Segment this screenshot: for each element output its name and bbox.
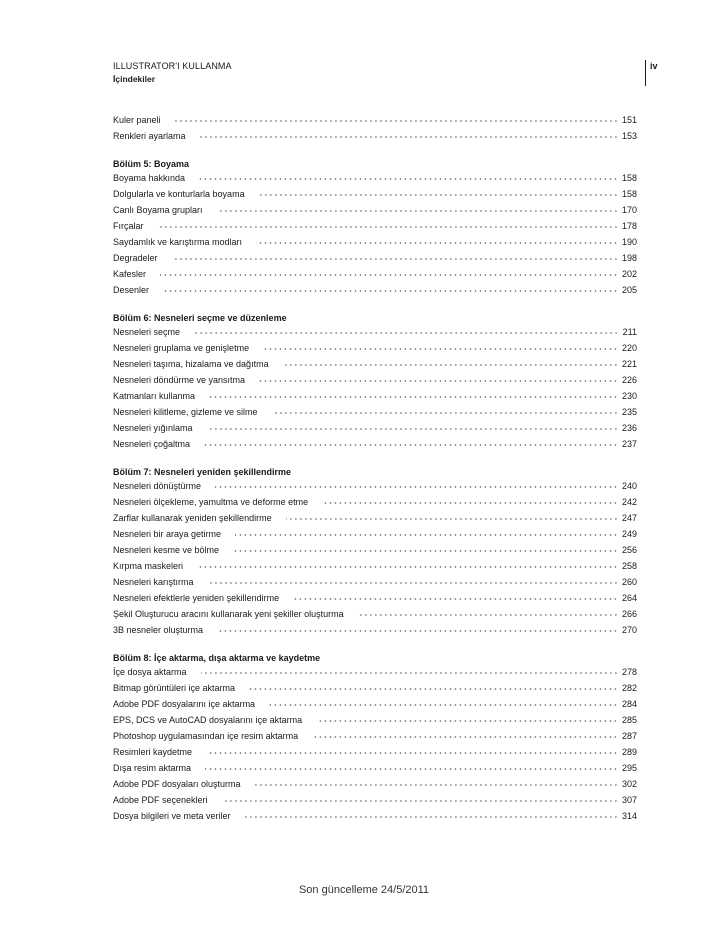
footer-last-updated: Son güncelleme 24/5/2011	[298, 884, 430, 896]
toc-entry-page: 211	[622, 327, 637, 337]
toc-entry-label: Bitmap görüntüleri içe aktarma	[113, 683, 236, 693]
dot-leader	[194, 331, 619, 335]
toc-entry-label: Kuler paneli	[113, 115, 161, 125]
header-divider	[645, 60, 646, 86]
chapter-heading: Bölüm 6: Nesneleri seçme ve düzenleme	[113, 313, 287, 323]
toc-section	[113, 650, 637, 824]
dot-leader	[245, 815, 618, 819]
toc-entry-label: Nesneleri yığınlama	[113, 423, 193, 433]
dot-leader	[158, 225, 618, 229]
toc-entry[interactable]	[113, 590, 637, 606]
toc-entry[interactable]	[113, 388, 637, 404]
toc-entry[interactable]	[113, 526, 637, 542]
toc-entry[interactable]	[113, 404, 637, 420]
toc-entry-label: Nesneleri döndürme ve yansıtma	[113, 375, 246, 385]
dot-leader	[217, 629, 618, 633]
toc-entry-page: 302	[621, 779, 637, 789]
toc-entry-label: Zarflar kullanarak yeniden şekillendirme	[113, 513, 272, 523]
dot-leader	[207, 427, 618, 431]
dot-leader	[205, 767, 618, 771]
toc-entry[interactable]	[113, 324, 637, 340]
dot-leader	[286, 517, 618, 521]
toc-entry-label: Nesneleri gruplama ve genişletme	[113, 343, 250, 353]
toc-entry[interactable]	[113, 680, 637, 696]
toc-entry[interactable]	[113, 112, 637, 128]
toc-entry-page: 314	[621, 811, 637, 821]
chapter-heading: Bölüm 5: Boyama	[113, 159, 190, 169]
chapter-heading: Bölüm 8: İçe aktarma, dışa aktarma ve kaydetme	[113, 653, 321, 663]
dot-leader	[269, 703, 618, 707]
dot-leader	[200, 135, 618, 139]
dot-leader	[204, 443, 618, 447]
dot-leader	[283, 363, 618, 367]
toc-entry-page: 220	[621, 343, 637, 353]
toc-entry-page: 264	[621, 593, 637, 603]
toc-entry[interactable]	[113, 340, 637, 356]
section-subtitle: İçindekiler	[113, 74, 156, 84]
toc-entry[interactable]	[113, 664, 637, 680]
toc-entry[interactable]	[113, 606, 637, 622]
toc-entry-label: Nesneleri ölçekleme, yamultma ve deforme etme	[113, 497, 309, 507]
toc-entry-page: 158	[621, 173, 637, 183]
toc-entry-label: Adobe PDF dosyaları oluşturma	[113, 779, 241, 789]
toc-entry-label: Nesneleri kesme ve bölme	[113, 545, 220, 555]
toc-entry[interactable]	[113, 372, 637, 388]
toc-entry-page: 226	[621, 375, 637, 385]
dot-leader	[233, 549, 618, 553]
toc-entry[interactable]	[113, 186, 637, 202]
toc-entry-label: Fırçalar	[113, 221, 144, 231]
dot-leader	[293, 597, 618, 601]
toc-entry-label: Nesneleri taşıma, hizalama ve dağıtma	[113, 359, 269, 369]
toc-entry-page: 237	[621, 439, 637, 449]
toc-entry[interactable]	[113, 712, 637, 728]
toc-entry-page: 240	[621, 481, 637, 491]
toc-entry-label: Canlı Boyama grupları	[113, 205, 203, 215]
toc-entry[interactable]	[113, 420, 637, 436]
toc-entry-label: Kafesler	[113, 269, 147, 279]
toc-entry[interactable]	[113, 792, 637, 808]
toc-entry[interactable]	[113, 436, 637, 452]
toc-entry-label: Nesneleri seçme	[113, 327, 181, 337]
toc-entry-label: Katmanları kullanma	[113, 391, 196, 401]
document-title: ILLUSTRATOR'I KULLANMA	[113, 61, 232, 71]
toc-entry-page: 202	[621, 269, 637, 279]
toc-entry-label: Kırpma maskeleri	[113, 561, 184, 571]
toc-entry-label: Saydamlık ve karıştırma modları	[113, 237, 243, 247]
dot-leader	[272, 411, 618, 415]
toc-entry-page: 266	[621, 609, 637, 619]
toc-entry-page: 295	[621, 763, 637, 773]
toc-entry-page: 230	[621, 391, 637, 401]
toc-entry[interactable]	[113, 760, 637, 776]
dot-leader	[263, 347, 618, 351]
toc-entry[interactable]	[113, 218, 637, 234]
toc-entry-page: 235	[621, 407, 637, 417]
toc-entry-label: Nesneleri karıştırma	[113, 577, 194, 587]
toc-entry-page: 249	[621, 529, 637, 539]
toc-entry[interactable]	[113, 510, 637, 526]
dot-leader	[249, 687, 618, 691]
toc-entry-page: 178	[621, 221, 637, 231]
dot-leader	[322, 501, 618, 505]
page-number: iv	[650, 61, 658, 71]
toc-entry-label: 3B nesneler oluşturma	[113, 625, 204, 635]
toc-entry[interactable]	[113, 808, 637, 824]
toc-entry-page: 256	[621, 545, 637, 555]
dot-leader	[206, 751, 618, 755]
toc-entry[interactable]	[113, 266, 637, 282]
toc-entry-label: Renkleri ayarlama	[113, 131, 186, 141]
toc-entry[interactable]	[113, 250, 637, 266]
toc-entry-label: Şekil Oluşturucu aracını kullanarak yeni şekiller oluşturma	[113, 609, 344, 619]
toc-entry-page: 285	[621, 715, 637, 725]
toc-entry[interactable]	[113, 776, 637, 792]
dot-leader	[222, 799, 618, 803]
toc-entry-label: Dışa resim aktarma	[113, 763, 192, 773]
toc-entry[interactable]	[113, 202, 637, 218]
toc-entry[interactable]	[113, 478, 637, 494]
toc-entry-page: 205	[621, 285, 637, 295]
toc-entry-page: 170	[621, 205, 637, 215]
dot-leader	[163, 289, 618, 293]
table-of-contents	[113, 112, 637, 836]
dot-leader	[235, 533, 618, 537]
toc-entry[interactable]	[113, 574, 637, 590]
toc-entry-label: EPS, DCS ve AutoCAD dosyalarını içe aktarma	[113, 715, 303, 725]
toc-entry-page: 287	[621, 731, 637, 741]
dot-leader	[215, 485, 618, 489]
toc-entry[interactable]	[113, 282, 637, 298]
toc-entry[interactable]	[113, 542, 637, 558]
toc-entry-page: 258	[621, 561, 637, 571]
toc-entry-label: İçe dosya aktarma	[113, 667, 187, 677]
toc-entry-page: 307	[621, 795, 637, 805]
toc-entry-label: Nesneleri bir araya getirme	[113, 529, 222, 539]
toc-entry[interactable]	[113, 558, 637, 574]
toc-section	[113, 464, 637, 638]
dot-leader	[172, 257, 618, 261]
dot-leader	[358, 613, 618, 617]
toc-entry-label: Nesneleri çoğaltma	[113, 439, 191, 449]
dot-leader	[316, 719, 618, 723]
toc-entry-label: Desenler	[113, 285, 150, 295]
toc-section	[113, 156, 637, 298]
dot-leader	[259, 379, 618, 383]
dot-leader	[175, 119, 618, 123]
toc-entry-label: Adobe PDF seçenekleri	[113, 795, 208, 805]
toc-entry-page: 289	[621, 747, 637, 757]
toc-entry-page: 151	[621, 115, 637, 125]
toc-entry[interactable]	[113, 622, 637, 638]
dot-leader	[201, 671, 618, 675]
toc-entry-label: Nesneleri efektlerle yeniden şekillendirme	[113, 593, 280, 603]
dot-leader	[160, 273, 618, 277]
toc-entry-label: Dolgularla ve konturlarla boyama	[113, 189, 245, 199]
toc-entry-label: Degradeler	[113, 253, 158, 263]
dot-leader	[312, 735, 618, 739]
dot-leader	[255, 783, 618, 787]
toc-entry[interactable]	[113, 234, 637, 250]
toc-entry[interactable]	[113, 696, 637, 712]
toc-entry[interactable]	[113, 356, 637, 372]
dot-leader	[208, 581, 618, 585]
toc-entry-label: Photoshop uygulamasından içe resim aktarma	[113, 731, 299, 741]
toc-entry-page: 247	[621, 513, 637, 523]
toc-entry-page: 158	[621, 189, 637, 199]
running-header	[113, 61, 633, 85]
toc-entry-page: 198	[621, 253, 637, 263]
toc-entry-label: Resimleri kaydetme	[113, 747, 193, 757]
toc-entry-page: 270	[621, 625, 637, 635]
toc-entry-page: 284	[621, 699, 637, 709]
toc-entry-page: 153	[621, 131, 637, 141]
toc-entry[interactable]	[113, 494, 637, 510]
toc-entry[interactable]	[113, 744, 637, 760]
toc-entry[interactable]	[113, 728, 637, 744]
toc-entry-label: Nesneleri dönüştürme	[113, 481, 202, 491]
dot-leader	[217, 209, 618, 213]
dot-leader	[259, 193, 618, 197]
toc-entry-page: 260	[621, 577, 637, 587]
dot-leader	[197, 565, 618, 569]
toc-entry-label: Nesneleri kilitleme, gizleme ve silme	[113, 407, 258, 417]
dot-leader	[199, 177, 618, 181]
toc-section	[113, 310, 637, 452]
toc-entry-page: 236	[621, 423, 637, 433]
toc-entry[interactable]	[113, 170, 637, 186]
toc-entry-page: 242	[621, 497, 637, 507]
toc-entry-page: 190	[621, 237, 637, 247]
toc-entry[interactable]	[113, 128, 637, 144]
toc-section	[113, 112, 637, 144]
toc-entry-page: 282	[621, 683, 637, 693]
toc-entry-label: Dosya bilgileri ve meta veriler	[113, 811, 231, 821]
dot-leader	[256, 241, 618, 245]
toc-entry-page: 278	[621, 667, 637, 677]
toc-entry-label: Boyama hakkında	[113, 173, 186, 183]
toc-entry-page: 221	[621, 359, 637, 369]
chapter-heading: Bölüm 7: Nesneleri yeniden şekillendirme	[113, 467, 292, 477]
toc-entry-label: Adobe PDF dosyalarını içe aktarma	[113, 699, 256, 709]
dot-leader	[209, 395, 618, 399]
